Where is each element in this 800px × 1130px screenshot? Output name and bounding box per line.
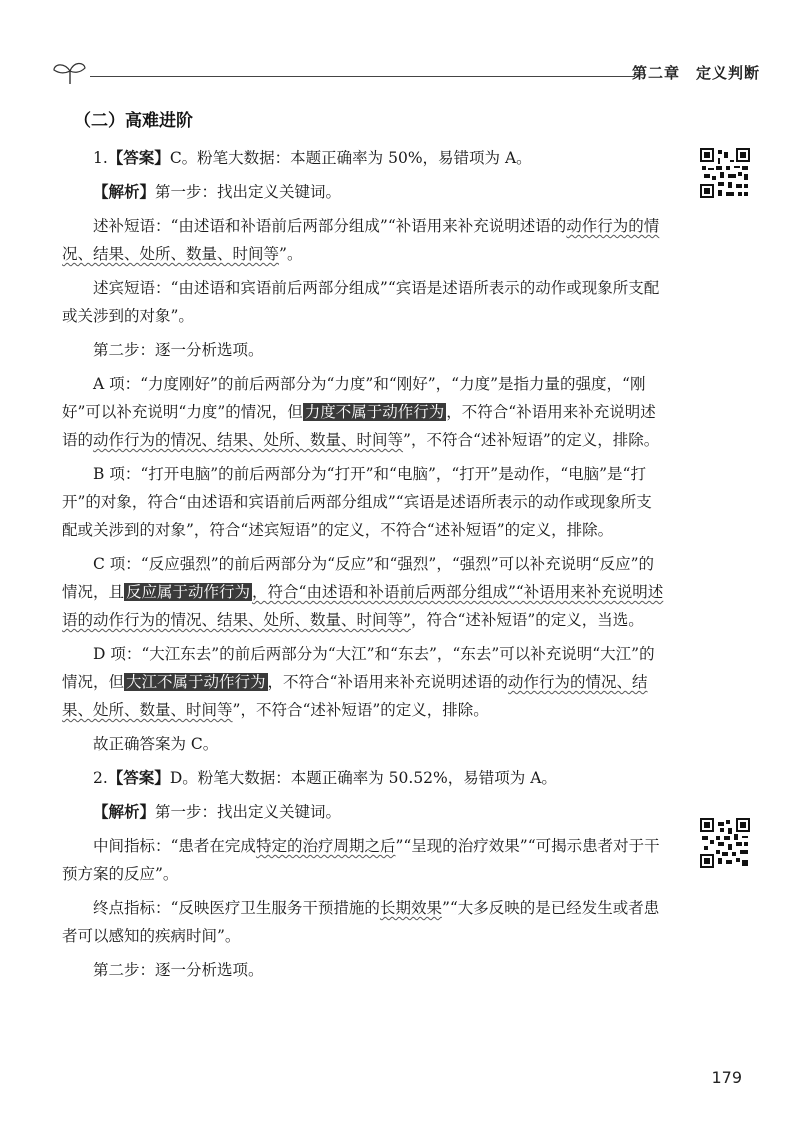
q2-answer-label: 【答案】	[107, 769, 170, 787]
q1-optD-text: D 项：“大江东去”的前后两部分为“大江”和“东去”，“东去”可以补充说明“大江”的情况，但	[62, 645, 655, 691]
q1-analysis-step1	[62, 178, 667, 206]
page-number: 179	[711, 1068, 742, 1087]
chapter-title: 定义判断	[695, 64, 760, 82]
q2-step2: 第二步：逐一分析选项。	[93, 961, 264, 979]
page-header	[40, 58, 760, 88]
q1-optA-text: A 项：“力度刚好”的前后两部分为“力度”和“刚好”，“力度”是指力量的强度，“刚好”可以补充说明“力度”的情况，但	[62, 375, 646, 421]
q1-answer-text: C。粉笔大数据：本题正确率为 50%，易错项为 A。	[169, 149, 532, 167]
q1-optC-text: C 项：“反应强烈”的前后两部分为“反应”和“强烈”，“强烈”可以补充说明“反应”的情况，且	[62, 555, 655, 601]
q1-answer-line	[62, 144, 667, 172]
q2-def2-end: ”“大多反映的是已经发生或者患者可以感知的疾病时间”。	[62, 899, 660, 945]
q1-conclusion: 故正确答案为 C。	[93, 735, 219, 753]
q1-definition-1	[62, 212, 667, 268]
q1-definition-2: 述宾短语：“由述语和宾语前后两部分组成”“宾语是述语所表示的动作或现象所支配或关涉到的对象”。	[62, 279, 660, 325]
q1-option-b: B 项：“打开电脑”的前后两部分为“打开”和“电脑”，“打开”是动作，“电脑”是“打开”的对象，符合“由述语和宾语前后两部分组成”“宾语是述语所表示的动作或现象所支配或关涉到的对象”，符合“述宾短语”的定义，不符合“述补短语”的定义，排除。	[62, 465, 652, 539]
q1-optC-end: ，符合“述补短语”的定义，当选。	[410, 611, 644, 629]
q1-def1-end: ”。	[279, 245, 303, 263]
q1-optD-highlight: 大江不属于动作行为	[126, 673, 266, 691]
q1-optA-highlight: 力度不属于动作行为	[304, 403, 445, 421]
q2-number: 2.	[93, 769, 108, 787]
q1-def1-underlined: 动作行为的情况、结果、处所、数量、时间等	[62, 217, 660, 263]
q2-def1-underlined: 特定的治疗周期之后	[255, 837, 396, 855]
q1-number: 1.	[93, 149, 108, 167]
q1-option-c	[62, 550, 667, 634]
q2-def1-end: ”“呈现的治疗效果”“可揭示患者对于干预方案的反应”。	[62, 837, 660, 883]
q2-answer-line	[62, 764, 667, 792]
q2-analysis-label: 【解析】	[93, 803, 156, 821]
q2-analysis-step1	[62, 798, 667, 826]
chapter-heading	[632, 62, 760, 83]
q1-def1-text: 述补短语：“由述语和补语前后两部分组成”“补语用来补充说明述语的	[93, 217, 567, 235]
q1-optA-text2: ，不符合“补语用来补充说明述语的	[62, 403, 656, 449]
q1-option-a	[62, 370, 667, 454]
main-content	[62, 106, 667, 990]
q2-def1-text: 中间指标：“患者在完成	[93, 837, 256, 855]
q1-optD-end: ”，不符合“述补短语”的定义，排除。	[232, 701, 489, 719]
q2-definition-1	[62, 832, 667, 888]
q1-answer-label: 【答案】	[107, 149, 170, 167]
q1-step2: 第二步：逐一分析选项。	[93, 341, 264, 359]
q2-def2-underlined: 长期效果	[379, 899, 442, 917]
qr-code-icon[interactable]	[700, 818, 750, 868]
section-title: （二）高难进阶	[74, 111, 193, 131]
q2-answer-text: D。粉笔大数据：本题正确率为 50.52%，易错项为 A。	[169, 769, 557, 787]
q1-optC-highlight: 反应属于动作行为	[126, 583, 251, 601]
header-rule	[90, 76, 635, 77]
q1-optC-underlined: ，符合“由述语和补语前后两部分组成”“补语用来补充说明述语的动作行为的情况、结果、处所、数量、时间等”	[62, 583, 664, 629]
q1-step1-text: 第一步：找出定义关键词。	[155, 183, 342, 201]
sprout-icon	[50, 58, 90, 86]
q1-analysis-label: 【解析】	[93, 183, 156, 201]
q1-optA-underlined: 动作行为的情况、结果、处所、数量、时间等	[93, 431, 404, 449]
qr-code-icon[interactable]	[700, 148, 750, 198]
q1-optD-underlined: 动作行为的情况、结果、处所、数量、时间等	[62, 673, 648, 719]
q1-optA-end: ”，不符合“述补短语”的定义，排除。	[403, 431, 660, 449]
q2-step1-text: 第一步：找出定义关键词。	[155, 803, 342, 821]
q2-definition-2	[62, 894, 667, 950]
q1-option-d	[62, 640, 667, 724]
q2-def2-text: 终点指标：“反映医疗卫生服务干预措施的	[93, 899, 380, 917]
q1-optD-text2: ，不符合“补语用来补充说明述语的	[267, 673, 508, 691]
chapter-number: 第二章	[631, 64, 680, 82]
